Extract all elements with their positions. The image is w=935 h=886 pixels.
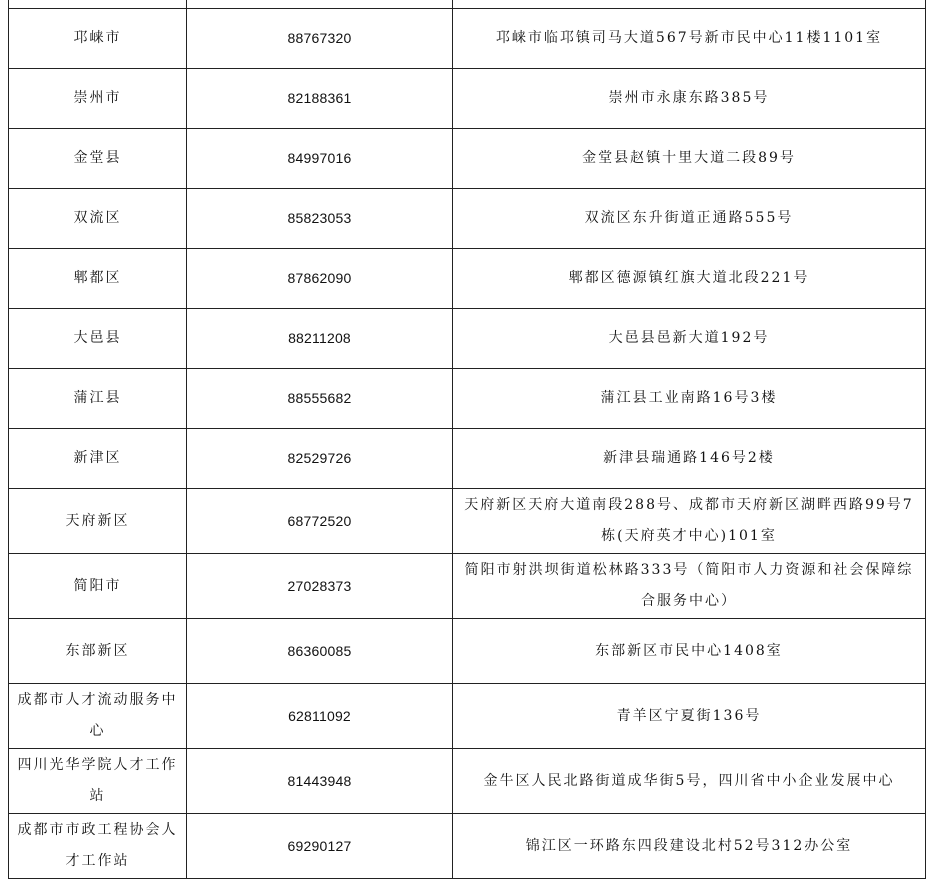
district-name-cell: 邛崃市 bbox=[9, 9, 187, 69]
phone-cell: 68772520 bbox=[187, 489, 453, 554]
address-cell: 青羊区宁夏街136号 bbox=[453, 684, 926, 749]
address-cell: 金牛区人民北路街道成华街5号，四川省中小企业发展中心 bbox=[453, 749, 926, 814]
table-row bbox=[9, 129, 926, 189]
phone-cell: 62811092 bbox=[187, 684, 453, 749]
table-row bbox=[9, 619, 926, 684]
table-row bbox=[9, 249, 926, 309]
address-cell: 金堂县赵镇十里大道二段89号 bbox=[453, 129, 926, 189]
address-cell: 大邑县邑新大道192号 bbox=[453, 309, 926, 369]
district-name-cell: 简阳市 bbox=[9, 554, 187, 619]
table-row bbox=[9, 369, 926, 429]
address-cell: 天府新区天府大道南段288号、成都市天府新区湖畔西路99号7栋(天府英才中心)101室 bbox=[453, 489, 926, 554]
table-row bbox=[9, 189, 926, 249]
district-name-cell: 成都市市政工程协会人才工作站 bbox=[9, 814, 187, 879]
district-name-cell: 崇州市 bbox=[9, 69, 187, 129]
phone-cell: 86360085 bbox=[187, 619, 453, 684]
district-name-cell: 四川光华学院人才工作站 bbox=[9, 749, 187, 814]
phone-cell: 88211208 bbox=[187, 309, 453, 369]
address-cell: 新津县瑞通路146号2楼 bbox=[453, 429, 926, 489]
district-name-cell: 天府新区 bbox=[9, 489, 187, 554]
table-row bbox=[9, 309, 926, 369]
table-row bbox=[9, 489, 926, 554]
phone-cell: 82188361 bbox=[187, 69, 453, 129]
district-name-cell: 蒲江县 bbox=[9, 369, 187, 429]
district-name-cell: 双流区 bbox=[9, 189, 187, 249]
table-row bbox=[9, 554, 926, 619]
address-cell: 崇州市永康东路385号 bbox=[453, 69, 926, 129]
table-row bbox=[9, 814, 926, 879]
address-cell: 邛崃市临邛镇司马大道567号新市民中心11楼1101室 bbox=[453, 9, 926, 69]
table-row-partial-top bbox=[9, 0, 926, 9]
address-cell: 双流区东升街道正通路555号 bbox=[453, 189, 926, 249]
district-name-cell: 东部新区 bbox=[9, 619, 187, 684]
phone-cell: 85823053 bbox=[187, 189, 453, 249]
table-row bbox=[9, 749, 926, 814]
table-row bbox=[9, 429, 926, 489]
district-name-cell: 金堂县 bbox=[9, 129, 187, 189]
table-row bbox=[9, 9, 926, 69]
phone-cell: 82529726 bbox=[187, 429, 453, 489]
table-row bbox=[9, 684, 926, 749]
district-name-cell: 成都市人才流动服务中心 bbox=[9, 684, 187, 749]
table-row bbox=[9, 69, 926, 129]
district-name-cell: 大邑县 bbox=[9, 309, 187, 369]
phone-cell: 27028373 bbox=[187, 554, 453, 619]
contact-table bbox=[8, 0, 926, 879]
district-name-cell: 郫都区 bbox=[9, 249, 187, 309]
district-name-cell: 新津区 bbox=[9, 429, 187, 489]
phone-cell: 81443948 bbox=[187, 749, 453, 814]
address-cell: 东部新区市民中心1408室 bbox=[453, 619, 926, 684]
phone-cell: 87862090 bbox=[187, 249, 453, 309]
address-cell: 蒲江县工业南路16号3楼 bbox=[453, 369, 926, 429]
phone-cell: 84997016 bbox=[187, 129, 453, 189]
phone-cell: 88767320 bbox=[187, 9, 453, 69]
address-cell: 郫都区德源镇红旗大道北段221号 bbox=[453, 249, 926, 309]
address-cell: 简阳市射洪坝街道松林路333号（简阳市人力资源和社会保障综合服务中心） bbox=[453, 554, 926, 619]
phone-cell: 69290127 bbox=[187, 814, 453, 879]
address-cell: 锦江区一环路东四段建设北村52号312办公室 bbox=[453, 814, 926, 879]
phone-cell: 88555682 bbox=[187, 369, 453, 429]
